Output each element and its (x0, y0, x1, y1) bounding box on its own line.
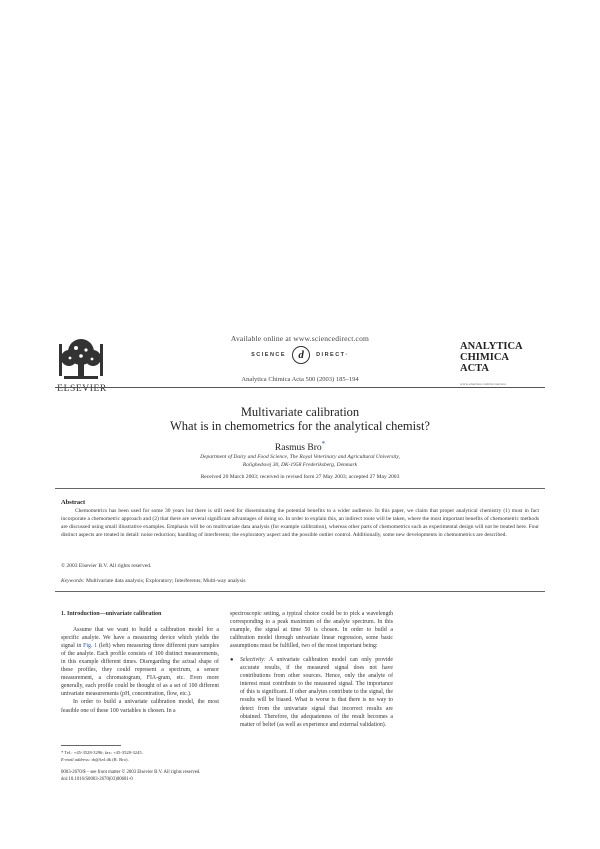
keywords-label: Keywords: (61, 578, 85, 584)
author-name-text: Rasmus Bro (274, 443, 322, 454)
keywords-list: Multivariate data analysis; Exploratory; Interferents; Multi-way analysis (86, 578, 246, 584)
available-online-link[interactable]: Available online at www.sciencedirect.com (230, 334, 370, 343)
paragraph-text: (left) when measuring three different pure samples of the analyte. Each profile consists of 100 distinct measurements, in this example different times. Disregarding the actual shape of these profiles, they could represent a spectrum, a sensor measurement, a chromatogram, FIA-gram, etc. Even more generally, each profile could be thought of as a set of 100 different univariate measurements (pH, concentration, flow, etc.). (61, 643, 219, 698)
footnote-email-line (61, 756, 143, 763)
affiliation (0, 453, 600, 469)
journal-url-link[interactable]: www.elsevier.com/locate/aca (460, 382, 507, 386)
author-footnote-link[interactable]: * (321, 440, 326, 448)
bottom-identifiers (61, 769, 200, 784)
affiliation-line: Rolighedsvej 30, DK-1958 Frederiksberg, Denmark (242, 462, 358, 468)
keywords-line (61, 578, 245, 584)
received-dates: Received 20 March 2003; received in revised form 27 May 2003; accepted 27 May 2003 (200, 474, 400, 480)
sciencedirect-right-text: DIRECT· (316, 352, 349, 358)
journal-name-line: ACTA (460, 363, 489, 374)
affiliation-line: Department of Dairy and Food Science, The Royal Veterinary and Agricultural University, (200, 454, 400, 460)
bullet-text (240, 656, 393, 728)
bullet-dot-icon: ● (230, 657, 234, 664)
article-title: Multivariate calibration (240, 405, 360, 419)
copyright-notice: © 2003 Elsevier B.V. All rights reserved. (61, 563, 152, 569)
doi-link[interactable]: doi:10.1016/S0003-2670(03)00681-0 (61, 777, 133, 783)
issn-line: 0003-2670/$ – see front matter © 2003 Elsevier B.V. All rights reserved. (61, 770, 201, 775)
email-label: E-mail address: (61, 757, 91, 762)
paragraph-text: Assume that we want to build a calibration model for a specific analyte. We have a measuring device which yields the signal in (61, 627, 219, 650)
sciencedirect-d-icon: d (292, 346, 310, 364)
journal-name-line: CHIMICA (460, 352, 509, 363)
footnote (61, 749, 143, 763)
author-name (0, 440, 600, 453)
header-divider (55, 387, 545, 388)
body-right-column (230, 610, 393, 729)
journal-logo-text (460, 341, 550, 374)
footnote-tel: * Tel.: +45-3528-3296; fax: +45-3528-3245. (61, 750, 143, 755)
sciencedirect-left-text: SCIENCE (251, 352, 287, 358)
journal-name-line: ANALYTICA (460, 341, 523, 352)
figure-link[interactable]: Fig. 1 (83, 643, 98, 650)
abstract-heading: Abstract (61, 499, 86, 506)
abstract-bottom-divider (55, 591, 545, 592)
journal-citation: Analytica Chimica Acta 500 (2003) 185–194 (241, 376, 359, 383)
footnote-divider (61, 745, 121, 746)
publisher-name: ELSEVIER (57, 384, 107, 394)
body-left-column (61, 610, 219, 715)
paragraph: spectroscopic setting, a typical choice could be to pick a wavelength corresponding to a peak maximum of the analyte spectrum. In this example, the signal at time 50 is chosen. In order to build a calibration model through univariate linear regression, some basic assumptions must be fulfilled, two of the most important being: (230, 611, 393, 650)
sciencedirect-logo (160, 346, 440, 364)
bullet-body: A univariate calibration model can only provide accurate results, if the measured signal does not have contributions from other sources. Hence, only the analyte of interest must contribute to the measured signal. The importance of this is significant. If other analytes contribute to the signal, the results will be biased. What is worse is that there is no way to detect from the univariate signal that incorrect results are obtained. Therefore, the adequateness of the result becomes a matter of belief (as well as experience and external validation). (240, 657, 393, 728)
abstract-top-divider (55, 488, 545, 489)
bullet-item (230, 656, 393, 728)
paragraph: In order to build a univariate calibration model, the most feasible one of these 100 variables is chosen. In a (61, 699, 219, 714)
paragraph (61, 626, 219, 698)
abstract-text: Chemometrics has been used for some 30 years but there is still need for disseminating the potential benefits to a wider audience. In this paper, we claim that proper analytical chemistry (1) must in fact incorporate a chemometric approach and (2) that there are several significant advantages of doing so. In order to explain this, an indirect route will be taken, where the most important benefits of chemometric methods are discussed using small illustrative examples. Emphasis will be on multivariate data analysis (for example calibration), whereas other parts of chemometrics such as experimental design will not be treated here. Four distinct aspects are treated in detail: noise reduction; handling of interferents; the exploratory aspect and the possible outlier control. Additionally, some new developments in chemometrics are described. (61, 508, 539, 538)
section-heading: 1. Introduction—univariate calibration (61, 611, 162, 617)
email-link[interactable]: rb@kvl.dk (R. Bro). (90, 757, 129, 762)
bullet-term: Selectivity: (240, 657, 266, 664)
article-subtitle: What is in chemometrics for the analytical chemist? (170, 419, 430, 433)
